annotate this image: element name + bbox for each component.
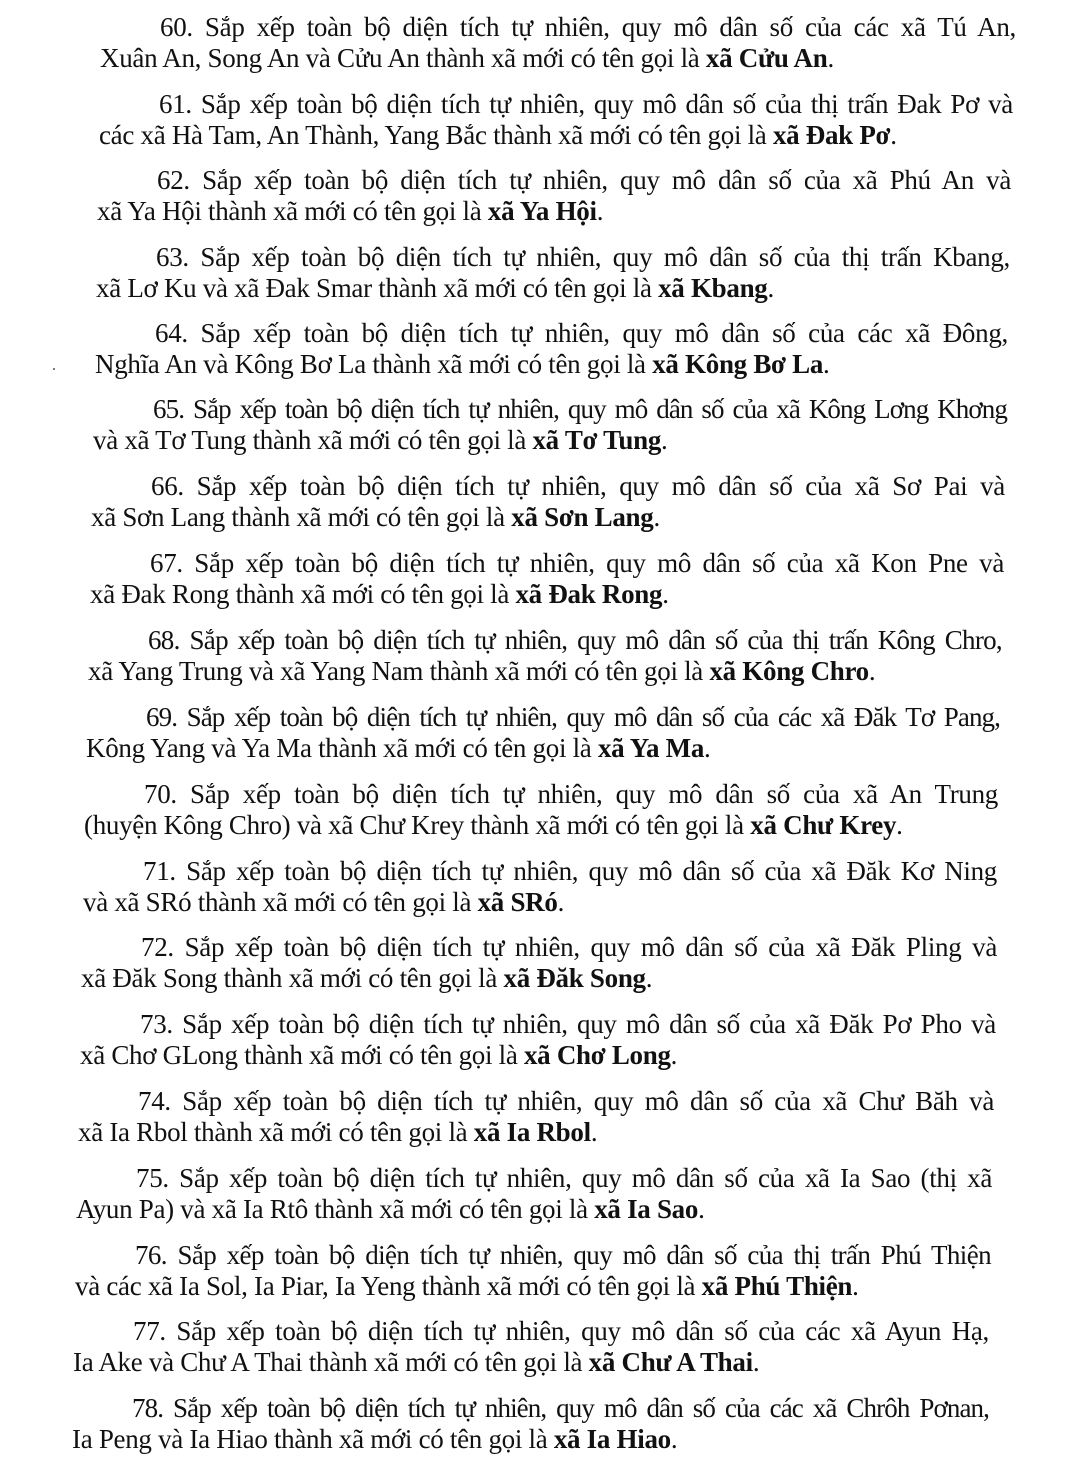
paragraph-number: 69. [146, 702, 178, 732]
new-commune-name: xã Cửu An [705, 43, 828, 73]
paragraph-line-2: (huyện Kông Chro) và xã Chư Krey thành xã mới có tên gọi là xã Chư Krey. [84, 810, 903, 840]
paragraph-number: 62. [157, 165, 190, 195]
new-commune-name: xã Ya Hội [487, 196, 597, 226]
paragraph-line-2: Xuân An, Song An và Cửu An thành xã mới có tên gọi là xã Cửu An. [100, 43, 834, 73]
paragraph-number: 72. [141, 932, 174, 962]
paragraph-number: 64. [155, 318, 188, 348]
paragraph-line-1: 71. Sắp xếp toàn bộ diện tích tự nhiên, quy mô dân số của xã Đăk Kơ Ning [143, 856, 997, 886]
new-commune-name: xã Kbang [658, 273, 768, 303]
new-commune-name: xã Ia Hiao [553, 1424, 671, 1454]
paragraph-line-2: Nghĩa An và Kông Bơ La thành xã mới có tên gọi là xã Kông Bơ La. [95, 349, 830, 379]
paragraph-line-2: xã Yang Trung và xã Yang Nam thành xã mới có tên gọi là xã Kông Chro. [88, 656, 876, 686]
new-commune-name: xã Đak Rong [515, 579, 663, 609]
paragraph-line-1: 73. Sắp xếp toàn bộ diện tích tự nhiên, quy mô dân số của xã Đăk Pơ Pho và [140, 1009, 996, 1039]
paragraph-number: 70. [144, 779, 177, 809]
paragraph-line-2: và xã SRó thành xã mới có tên gọi là xã SRó. [83, 887, 565, 917]
paragraph-73 [80, 1009, 996, 1071]
new-commune-name: xã Đăk Song [503, 963, 646, 993]
paragraph-62 [97, 165, 1011, 227]
paragraph-number: 78. [132, 1393, 164, 1423]
paragraph-line-1: 76. Sắp xếp toàn bộ diện tích tự nhiên, quy mô dân số của thị trấn Phú Thiện [135, 1240, 991, 1270]
paragraph-line-1: 60. Sắp xếp toàn bộ diện tích tự nhiên, quy mô dân số của các xã Tú An, [160, 12, 1017, 42]
paragraph-number: 63. [156, 242, 189, 272]
paragraph-line-2: Kông Yang và Ya Ma thành xã mới có tên gọi là xã Ya Ma. [86, 733, 711, 763]
paragraph-line-2: xã Đăk Song thành xã mới có tên gọi là xã Đăk Song. [81, 963, 653, 993]
paragraph-line-1: 65. Sắp xếp toàn bộ diện tích tự nhiên, quy mô dân số của xã Kông Lơng Khơng [153, 394, 1007, 424]
paragraph-line-2: xã Lơ Ku và xã Đak Smar thành xã mới có tên gọi là xã Kbang. [96, 273, 774, 303]
paragraph-number: 77. [133, 1316, 166, 1346]
paragraph-line-1: 61. Sắp xếp toàn bộ diện tích tự nhiên, quy mô dân số của thị trấn Đak Pơ và [159, 89, 1013, 119]
paragraph-67 [90, 548, 1004, 610]
paragraph-line-1: 78. Sắp xếp toàn bộ diện tích tự nhiên, quy mô dân số của các xã Chrôh Pơnan, [132, 1393, 989, 1423]
paragraph-number: 74. [138, 1086, 171, 1116]
paragraph-line-2: và các xã Ia Sol, Ia Piar, Ia Yeng thành xã mới có tên gọi là xã Phú Thiện. [75, 1271, 859, 1301]
new-commune-name: xã Tơ Tung [532, 425, 662, 455]
paragraph-line-2: xã Ia Rbol thành xã mới có tên gọi là xã Ia Rbol. [78, 1117, 598, 1147]
paragraph-69 [86, 702, 1000, 764]
paragraph-line-2: Ayun Pa) và xã Ia Rtô thành xã mới có tên gọi là xã Ia Sao. [76, 1194, 705, 1224]
paragraph-line-1: 74. Sắp xếp toàn bộ diện tích tự nhiên, quy mô dân số của xã Chư Băh và [138, 1086, 994, 1116]
paragraph-60 [100, 12, 1016, 74]
scan-speck [53, 368, 55, 370]
paragraph-68 [88, 625, 1002, 687]
paragraph-70 [84, 779, 998, 841]
new-commune-name: xã Kông Bơ La [652, 349, 824, 379]
new-commune-name: xã Kông Chro [709, 656, 869, 686]
new-commune-name: xã Chư A Thai [588, 1347, 753, 1377]
paragraph-75 [76, 1163, 992, 1225]
paragraph-line-2: xã Sơn Lang thành xã mới có tên gọi là xã Sơn Lang. [91, 502, 660, 532]
paragraph-number: 73. [140, 1009, 173, 1039]
paragraph-71 [83, 856, 997, 918]
paragraph-line-2: xã Ya Hội thành xã mới có tên gọi là xã Ya Hội. [97, 196, 604, 226]
paragraph-number: 76. [135, 1240, 167, 1270]
new-commune-name: xã Ia Sao [594, 1194, 699, 1224]
paragraph-77 [73, 1316, 989, 1378]
paragraph-74 [78, 1086, 994, 1148]
paragraph-number: 71. [143, 856, 176, 886]
paragraph-line-1: 67. Sắp xếp toàn bộ diện tích tự nhiên, quy mô dân số của xã Kon Pne và [150, 548, 1005, 578]
new-commune-name: xã Phú Thiện [701, 1271, 853, 1301]
paragraph-line-1: 63. Sắp xếp toàn bộ diện tích tự nhiên, quy mô dân số của thị trấn Kbang, [156, 242, 1010, 272]
paragraph-78 [72, 1393, 989, 1455]
paragraph-66 [91, 471, 1005, 533]
paragraph-number: 60. [160, 12, 193, 42]
paragraph-line-1: 70. Sắp xếp toàn bộ diện tích tự nhiên, quy mô dân số của xã An Trung [144, 779, 998, 809]
new-commune-name: xã Sơn Lang [511, 502, 654, 532]
paragraph-line-2: xã Đak Rong thành xã mới có tên gọi là xã Đak Rong. [90, 579, 669, 609]
paragraph-72 [81, 932, 997, 994]
paragraph-line-2: xã Chơ GLong thành xã mới có tên gọi là xã Chơ Long. [80, 1040, 678, 1070]
paragraph-line-2: các xã Hà Tam, An Thành, Yang Bắc thành xã mới có tên gọi là xã Đak Pơ. [99, 120, 897, 150]
paragraph-line-1: 75. Sắp xếp toàn bộ diện tích tự nhiên, quy mô dân số của xã Ia Sao (thị xã [136, 1163, 992, 1193]
paragraph-line-1: 62. Sắp xếp toàn bộ diện tích tự nhiên, quy mô dân số của xã Phú An và [157, 165, 1011, 195]
paragraph-line-2: Ia Peng và Ia Hiao thành xã mới có tên gọi là xã Ia Hiao. [72, 1424, 678, 1454]
paragraph-63 [96, 242, 1010, 304]
paragraph-line-1: 72. Sắp xếp toàn bộ diện tích tự nhiên, quy mô dân số của xã Đăk Pling và [141, 932, 998, 962]
paragraph-64 [95, 318, 1008, 380]
paragraph-number: 61. [159, 89, 192, 119]
paragraph-number: 67. [150, 548, 183, 578]
paragraph-number: 68. [148, 625, 180, 655]
new-commune-name: xã Chư Krey [750, 810, 897, 840]
new-commune-name: xã Ya Ma [597, 733, 705, 763]
paragraph-number: 66. [151, 471, 184, 501]
paragraph-76 [75, 1240, 991, 1302]
paragraph-number: 65. [153, 394, 185, 424]
paragraph-line-1: 68. Sắp xếp toàn bộ diện tích tự nhiên, quy mô dân số của thị trấn Kông Chro, [148, 625, 1002, 655]
new-commune-name: xã SRó [477, 887, 558, 917]
paragraph-line-1: 77. Sắp xếp toàn bộ diện tích tự nhiên, quy mô dân số của các xã Ayun Hạ, [133, 1316, 990, 1346]
paragraph-61 [99, 89, 1013, 151]
new-commune-name: xã Chơ Long [523, 1040, 671, 1070]
new-commune-name: xã Ia Rbol [473, 1117, 591, 1147]
paragraph-line-2: và xã Tơ Tung thành xã mới có tên gọi là xã Tơ Tung. [93, 425, 668, 455]
paragraph-line-1: 66. Sắp xếp toàn bộ diện tích tự nhiên, quy mô dân số của xã Sơ Pai và [151, 471, 1005, 501]
paragraph-line-1: 64. Sắp xếp toàn bộ diện tích tự nhiên, quy mô dân số của các xã Đông, [155, 318, 1008, 348]
paragraph-number: 75. [136, 1163, 169, 1193]
paragraph-line-1: 69. Sắp xếp toàn bộ diện tích tự nhiên, quy mô dân số của các xã Đăk Tơ Pang, [146, 702, 1000, 732]
paragraph-65 [93, 394, 1007, 456]
paragraph-line-2: Ia Ake và Chư A Thai thành xã mới có tên gọi là xã Chư A Thai. [73, 1347, 760, 1377]
new-commune-name: xã Đak Pơ [772, 120, 891, 150]
